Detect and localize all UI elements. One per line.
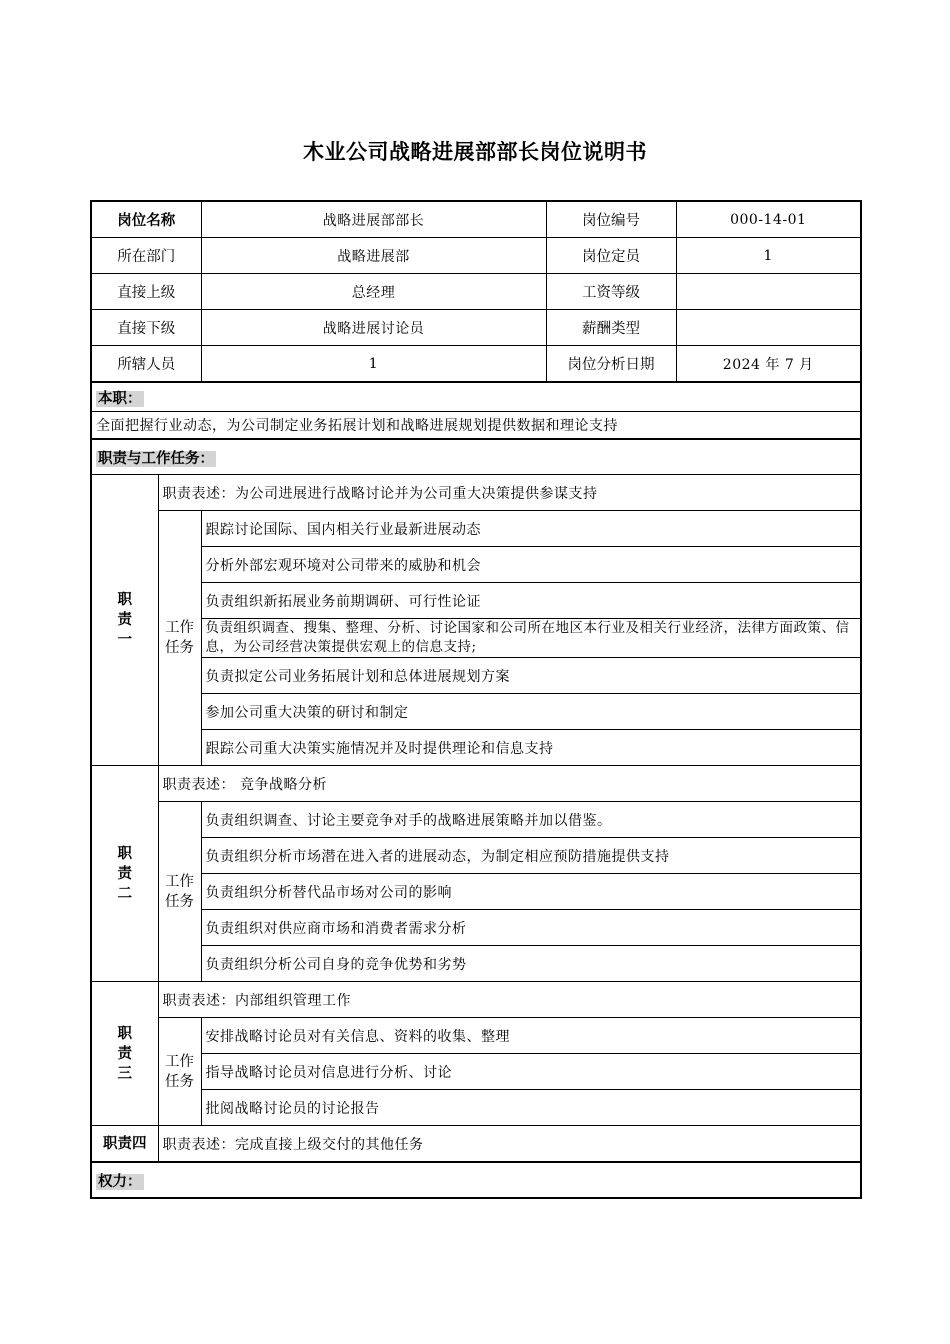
duty-task-row bbox=[91, 547, 861, 583]
duty-task: 负责组织分析公司自身的竞争优势和劣势 bbox=[201, 946, 861, 982]
task-label-cell bbox=[158, 1018, 201, 1126]
authority-row bbox=[91, 1162, 861, 1198]
duties-heading: 职责与工作任务： bbox=[98, 450, 214, 467]
duty-task: 负责组织对供应商市场和消费者需求分析 bbox=[201, 910, 861, 946]
duty-task-row bbox=[91, 658, 861, 694]
info-value: 1 bbox=[676, 238, 861, 274]
duty-task: 负责组织新拓展业务前期调研、可行性论证 bbox=[201, 583, 861, 619]
duty-statement-row bbox=[91, 475, 861, 511]
duty-task: 分析外部宏观环境对公司带来的威胁和机会 bbox=[201, 547, 861, 583]
task-label: 工作任务 bbox=[165, 620, 194, 656]
job-description-table bbox=[90, 200, 862, 1199]
duty-name bbox=[91, 766, 158, 982]
duty-task-row bbox=[91, 1018, 861, 1054]
duty-name bbox=[91, 982, 158, 1126]
info-value: 000-14-01 bbox=[676, 201, 861, 238]
duty-task-row bbox=[91, 838, 861, 874]
duty-statement: 职责表述： 竞争战略分析 bbox=[158, 766, 861, 802]
info-row bbox=[91, 201, 861, 238]
info-row bbox=[91, 310, 861, 346]
duty-task-row bbox=[91, 1054, 861, 1090]
duty-task: 负责组织分析替代品市场对公司的影响 bbox=[201, 874, 861, 910]
info-value: 1 bbox=[201, 346, 546, 383]
authority-heading: 权力： bbox=[98, 1173, 142, 1190]
duty-statement: 职责表述：完成直接上级交付的其他任务 bbox=[158, 1126, 861, 1163]
duty-statement: 职责表述：为公司进展进行战略讨论并为公司重大决策提供参谋支持 bbox=[158, 475, 861, 511]
duty-statement: 职责表述：内部组织管理工作 bbox=[158, 982, 861, 1018]
duty-task: 参加公司重大决策的研讨和制定 bbox=[201, 694, 861, 730]
duty-task: 批阅战略讨论员的讨论报告 bbox=[201, 1090, 861, 1126]
info-value: 战略进展讨论员 bbox=[201, 310, 546, 346]
duty-task: 安排战略讨论员对有关信息、资料的收集、整理 bbox=[201, 1018, 861, 1054]
duty-task-row bbox=[91, 730, 861, 766]
duty-task: 指导战略讨论员对信息进行分析、讨论 bbox=[201, 1054, 861, 1090]
duty-task: 跟踪讨论国际、国内相关行业最新进展动态 bbox=[201, 511, 861, 547]
duty-task-row bbox=[91, 802, 861, 838]
info-label: 岗位分析日期 bbox=[546, 346, 676, 383]
duty-task-row bbox=[91, 619, 861, 658]
task-label-cell bbox=[158, 802, 201, 982]
duty-name-text: 职责三 bbox=[117, 1025, 132, 1082]
info-value: 2024 年 7 月 bbox=[676, 346, 861, 383]
info-label: 所在部门 bbox=[91, 238, 201, 274]
duty-task: 负责组织调查、讨论主要竞争对手的战略进展策略并加以借鉴。 bbox=[201, 802, 861, 838]
duty-name: 职责四 bbox=[91, 1126, 158, 1163]
main-duty-text: 全面把握行业动态，为公司制定业务拓展计划和战略进展规划提供数据和理论支持 bbox=[91, 412, 861, 440]
info-row bbox=[91, 274, 861, 310]
task-label: 工作任务 bbox=[165, 873, 194, 910]
main-duty-heading-cell bbox=[91, 382, 861, 412]
main-duty-text-row bbox=[91, 412, 861, 440]
duty-task-row bbox=[91, 694, 861, 730]
info-row bbox=[91, 346, 861, 383]
duty-name-text: 职责二 bbox=[117, 845, 132, 902]
duty-statement-row bbox=[91, 1126, 861, 1163]
duty-task: 负责拟定公司业务拓展计划和总体进展规划方案 bbox=[201, 658, 861, 694]
duty-statement-row bbox=[91, 982, 861, 1018]
info-label: 工资等级 bbox=[546, 274, 676, 310]
info-label: 所辖人员 bbox=[91, 346, 201, 383]
duty-task-row bbox=[91, 946, 861, 982]
info-label: 薪酬类型 bbox=[546, 310, 676, 346]
info-label: 岗位定员 bbox=[546, 238, 676, 274]
authority-cell bbox=[91, 1162, 861, 1198]
info-value: 总经理 bbox=[201, 274, 546, 310]
info-value: 战略进展部 bbox=[201, 238, 546, 274]
duty-task-row bbox=[91, 511, 861, 547]
duty-name-text: 职责一 bbox=[117, 592, 132, 648]
info-value: 战略进展部部长 bbox=[201, 201, 546, 238]
info-row bbox=[91, 238, 861, 274]
duties-heading-row bbox=[91, 439, 861, 475]
duty-task-row bbox=[91, 874, 861, 910]
duty-task-row bbox=[91, 910, 861, 946]
info-label: 岗位编号 bbox=[546, 201, 676, 238]
main-duty-heading-row bbox=[91, 382, 861, 412]
duty-task-row bbox=[91, 583, 861, 619]
duty-task-row bbox=[91, 1090, 861, 1126]
info-value bbox=[676, 310, 861, 346]
duty-task: 负责组织调查、搜集、整理、分析、讨论国家和公司所在地区本行业及相关行业经济，法律方面政策、信息，为公司经营决策提供宏观上的信息支持; bbox=[201, 619, 861, 658]
main-duty-heading: 本职： bbox=[98, 390, 142, 407]
duties-heading-cell bbox=[91, 439, 861, 475]
info-label: 直接上级 bbox=[91, 274, 201, 310]
task-label: 工作任务 bbox=[165, 1053, 194, 1090]
duty-task: 负责组织分析市场潜在进入者的进展动态，为制定相应预防措施提供支持 bbox=[201, 838, 861, 874]
page-title: 木业公司战略进展部部长岗位说明书 bbox=[303, 140, 647, 164]
info-label: 岗位名称 bbox=[91, 201, 201, 238]
info-label: 直接下级 bbox=[91, 310, 201, 346]
info-value bbox=[676, 274, 861, 310]
duty-task: 跟踪公司重大决策实施情况并及时提供理论和信息支持 bbox=[201, 730, 861, 766]
duty-name bbox=[91, 475, 158, 766]
duty-statement-row bbox=[91, 766, 861, 802]
task-label-cell bbox=[158, 511, 201, 766]
